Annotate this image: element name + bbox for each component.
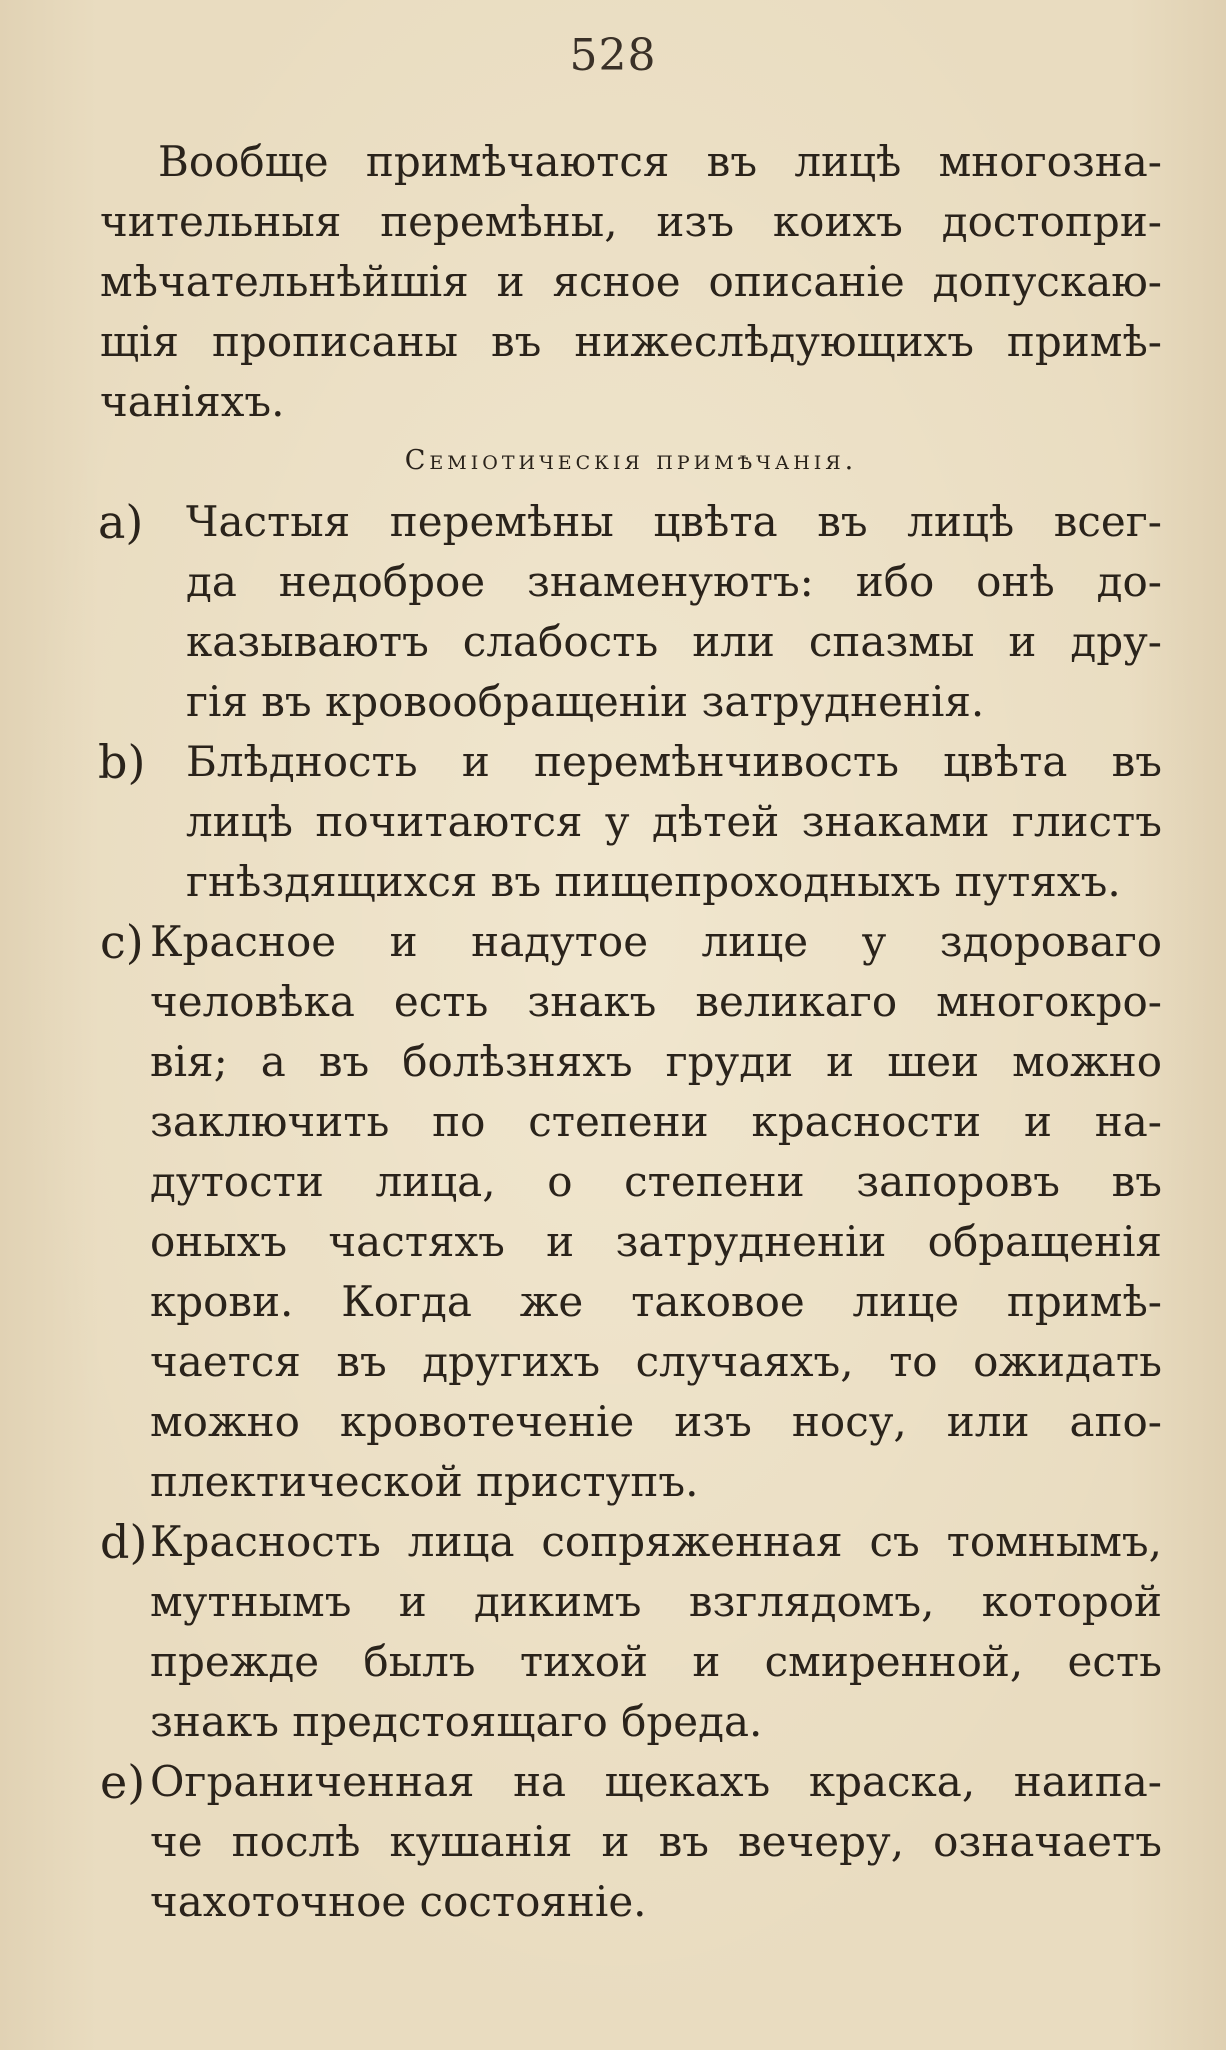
item-marker: d)	[100, 1515, 148, 1569]
list-item-b	[100, 732, 1162, 912]
text-line: прежде былъ тихой и смиренной, есть	[150, 1637, 1162, 1686]
text-line: знакъ предстоящаго бреда.	[150, 1697, 763, 1746]
text-line: можно кровотеченіе изъ носу, или апо-	[150, 1397, 1162, 1446]
text-line: да недоброе знаменуютъ: ибо онѣ до-	[186, 557, 1162, 606]
page-text	[100, 132, 1162, 1932]
text-line: оныхъ частяхъ и затрудненіи обращенія	[150, 1217, 1162, 1266]
item-marker: c)	[100, 915, 144, 969]
text-line: Вообще примѣчаются въ лицѣ многозна-	[158, 137, 1162, 186]
text-line: Красное и надутое лице у здороваго	[150, 917, 1162, 966]
text-line: плектической приступъ.	[150, 1457, 699, 1506]
page-number: 528	[569, 30, 657, 81]
text-line: заключить по степени красности и на-	[150, 1097, 1162, 1146]
text-line: гія въ кровообращеніи затрудненія.	[186, 677, 985, 726]
text-line: человѣка есть знакъ великаго многокро-	[150, 977, 1162, 1026]
text-line: гнѣздящихся въ пищепроходныхъ путяхъ.	[186, 857, 1121, 906]
text-line: чаніяхъ.	[100, 377, 285, 426]
text-line: мутнымъ и дикимъ взглядомъ, которой	[150, 1577, 1162, 1626]
text-line: лицѣ почитаются у дѣтей знаками глистъ	[186, 797, 1162, 846]
text-line: чахоточное состояніе.	[150, 1877, 647, 1926]
list-item-c	[100, 912, 1162, 1512]
text-line: щія прописаны въ нижеслѣдующихъ примѣ-	[100, 317, 1162, 366]
text-line: че послѣ кушанія и въ вечеру, означаетъ	[150, 1817, 1162, 1866]
text-line: мѣчательнѣйшія и ясное описаніе допускаю-	[100, 257, 1162, 306]
list-item-a	[100, 492, 1162, 732]
text-line: чительныя перемѣны, изъ коихъ достопри-	[100, 197, 1162, 246]
text-line: Частыя перемѣны цвѣта въ лицѣ всег-	[186, 497, 1162, 546]
text-line: чается въ другихъ случаяхъ, то ожидать	[150, 1337, 1162, 1386]
text-line: казываютъ слабость или спазмы и дру-	[186, 617, 1162, 666]
text-line: Ограниченная на щекахъ краска, наипа-	[150, 1757, 1162, 1806]
section-heading: Семіотическія примѣчанія.	[404, 445, 858, 476]
list-item-e	[100, 1752, 1162, 1932]
text-line: Красность лица сопряженная съ томнымъ,	[150, 1517, 1162, 1566]
intro-paragraph	[100, 132, 1162, 432]
item-marker: a)	[98, 495, 144, 549]
text-line: крови. Когда же таковое лице примѣ-	[150, 1277, 1162, 1326]
text-line: вія; а въ болѣзняхъ груди и шеи можно	[150, 1037, 1162, 1086]
text-line: Блѣдность и перемѣнчивость цвѣта въ	[186, 737, 1162, 786]
item-marker: b)	[98, 735, 146, 789]
list-item-d	[100, 1512, 1162, 1752]
item-marker: e)	[100, 1755, 146, 1809]
text-line: дутости лица, о степени запоровъ въ	[150, 1157, 1162, 1206]
